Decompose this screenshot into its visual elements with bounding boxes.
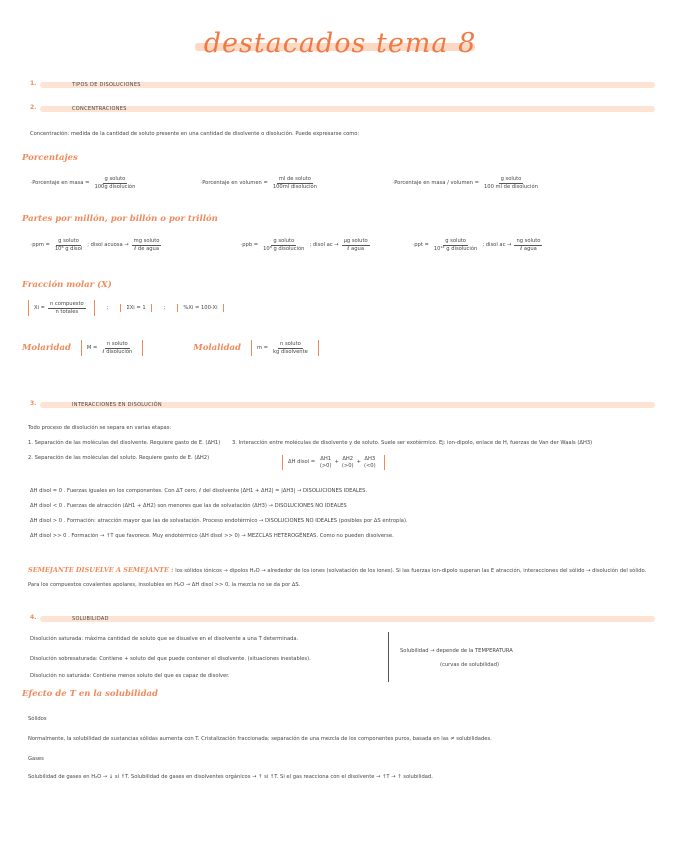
- pct-masa-volumen: · Porcentaje en masa / volumen = $\frac{\text{g soluto}}{\text{100 ml de disolución}}$: [392, 176, 538, 190]
- title-wrap: [0, 28, 680, 59]
- s3-bullet-endo: ΔH disol > 0 . Formación: atracción mayor que las de solvatación. Proceso endotérmico → DISOLUCIONES NO IDEALES (posibles por ∆S entropía).: [30, 518, 408, 524]
- s3-number: 3.: [30, 400, 37, 407]
- solidos-label: Sólidos: [28, 716, 47, 722]
- s4-no-saturada: Disolución no saturada: Contiene menos soluto del que es capaz de disolver.: [30, 673, 230, 679]
- s3-bullet-exo: ΔH disol < 0 . Fuerzas de atracción (ΔH1 + ΔH2) son menores que las de solvatación (ΔH3) → DISOLUCIONES NO IDEALES: [30, 503, 347, 509]
- solidos-text: Normalmente, la solubilidad de sustancias sólidas aumenta con T. Cristalización fraccionada: separación de una mezcla de los componentes puros, basada en las ≠ solubilidades.: [28, 736, 492, 742]
- efecto-heading: Efecto de T en la solubilidad: [22, 689, 158, 699]
- porcentajes-heading: Porcentajes: [22, 153, 78, 163]
- brace: [388, 632, 389, 682]
- pct-volumen: · Porcentaje en volumen = $\frac{\text{ml de soluto}}{\text{100ml disolución}}$: [200, 176, 317, 190]
- s3-bullet-ideal: ΔH disol = 0 . Fuerzas iguales en los componentes. Con ∆T cero, ℓ del disolvente |ΔH1 + ΔH2| = |ΔH3| → DISOLUCIONES IDEALES.: [30, 488, 368, 494]
- s3-title: INTERACCIONES EN DISOLUCIÓN: [72, 402, 162, 408]
- s4-bar: [40, 616, 655, 622]
- s3-intro: Todo proceso de disolución se separa en varias etapas:: [28, 425, 172, 431]
- s3-step2: 2. Separación de las moléculas del soluto. Requiere gasto de E. (ΔH2): [28, 455, 210, 461]
- page-title: destacados tema 8: [203, 28, 477, 59]
- s4-number: 4.: [30, 614, 37, 621]
- s3-step1: 1. Separación de las moléculas del disolvente. Requiere gasto de E. (ΔH1): [28, 440, 221, 446]
- ppb-formula: · ppb = $\frac{\text{g soluto}}{\text{10⁹ g disolución}}$ ; disol ac → $\frac{\text{µg soluto}}{\text{ℓ agua}}$: [240, 238, 368, 252]
- gases-text: Solubilidad de gases en H₂O → ↓ si ↑T. Solubilidad de gases en disolventes orgánicos → ↑ si ↑T. Si el gas reacciona con el disolvente → ↑T → ↑ solubilidad.: [28, 774, 433, 780]
- s4-curves: (curvas de solubilidad): [440, 662, 500, 668]
- ppm-heading: Partes por millón, por billón o por trillón: [22, 214, 218, 224]
- s1-title: TIPOS DE DISOLUCIONES: [72, 82, 141, 88]
- s4-title: SOLUBILIDAD: [72, 616, 109, 622]
- s1-number: 1.: [30, 80, 37, 87]
- s3-enthalpy-eq: ΔH disol = ΔH1 (>0) + ΔH2 (>0) + ΔH3 (<0): [282, 455, 385, 470]
- semejante-line2: Para los compuestos covalentes apolares, insolubles en H₂O → ΔH disol >> 0, la mezcla no se da por ∆S.: [28, 582, 301, 588]
- s3-bullet-hetero: ΔH disol >> 0 . Formación → ↑T que favorece. Muy endotérmico (ΔH disol >> 0) → MEZCLAS HETEROGÉNEAS. Como no pueden disolverse.: [30, 533, 394, 539]
- gases-label: Gases: [28, 756, 44, 762]
- molaridad-row: Molaridad M = $\frac{\text{n soluto}}{\text{ℓ disolución}}$ Molalidad m = $\frac{\text{n soluto}}{\text{kg disolvente}}$: [22, 340, 319, 356]
- s2-bar: [40, 106, 655, 112]
- s2-intro: Concentración: medida de la cantidad de soluto presente en una cantidad de disolvente o disolución. Puede expresarse como:: [30, 131, 360, 137]
- ppt-formula: · ppt = $\frac{\text{g soluto}}{\text{10¹² g disolución}}$ ; disol ac → $\frac{\text{ng soluto}}{\text{ℓ agua}}$: [412, 238, 541, 252]
- s2-title: CONCENTRACIONES: [72, 106, 127, 112]
- s4-depends: Solubilidad → depende de la TEMPERATURA: [400, 648, 513, 654]
- s3-step3: 3. Interacción entre moléculas de disolvente y de soluto. Suele ser exotérmico. Ej: ion-dipolo, enlace de H, fuerzas de Van der Waals (ΔH3): [232, 440, 593, 446]
- ppm-formula: · ppm = $\frac{\text{g soluto}}{\text{10⁶ g disol}}$ ; disol acuosa → $\frac{\text{mg soluto}}{\text{ℓ de agua}}$: [30, 238, 160, 252]
- s4-sobresaturada: Disolución sobresaturada: Contiene + soluto del que puede contener el disolvente. (situaciones inestables).: [30, 656, 311, 662]
- fraccion-heading: Fracción molar (X): [22, 280, 112, 290]
- fraccion-formulas: Xi = $\frac{\text{n compuesto}}{\text{n totales}}$ ; ΣXi = 1 ; %Xi = 100·Xi: [28, 300, 224, 316]
- semejante-line1: SEMEJANTE DISUELVE A SEMEJANTE : los sólidos iónicos → dipolos H₂O → alrededor de los iones (solvatación de los iones). Si las fuerzas ion-dipolo superan las E atracción, interacciones del sólido → disolución del sólido.: [28, 566, 647, 574]
- pct-masa: · Porcentaje en masa = $\frac{\text{g soluto}}{\text{100g disolución}}$: [30, 176, 136, 190]
- s2-number: 2.: [30, 104, 37, 111]
- s4-saturada: Disolución saturada: máxima cantidad de soluto que se disuelve en el disolvente a una T determinada.: [30, 636, 299, 642]
